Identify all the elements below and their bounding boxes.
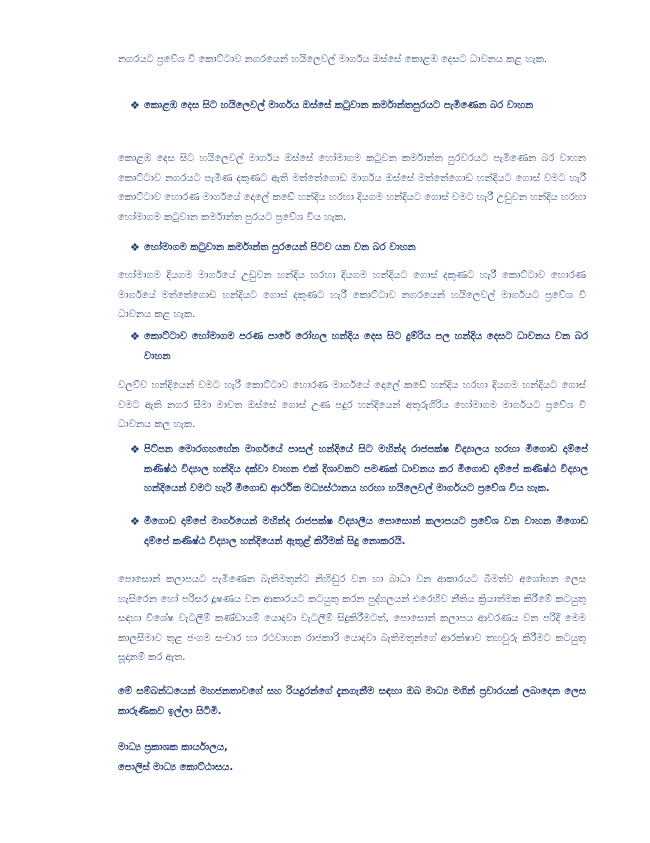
intro-paragraph: නගරයට ප්‍රවේශ වී කොට්ටාව නගරයෙන් හයිලෙවල් මාර්ගය ඔස්සේ කොළඹ දෙසට ධාවනය කළ හැක. [118,54,548,65]
diamond-bullet-icon: ❖ [130,241,140,254]
diamond-bullet-icon: ❖ [130,515,140,528]
signature-line: මාධ්‍ය ප්‍රකාශක කාර්යාලය, [118,742,228,753]
closing-paragraph: පොසොන් කලාපයට පැමිණෙන බැතිමතුන්ට නිහිඬුර වන හා බාධා වන ආකාරයට බීමත්ව අශෝභන ලෙස හැසිරෙන හෝ පරිසර දූෂණය වන ආකාරයට කටයුතු කරන පුද්ගලයන් එරෙහිව නීතිය ක්‍රියාත්මක කිරීමේ කටයුතු සඳහා විශේෂ වැටලීම් කණ්ඩායම් යොදවා වැටලීම් සිදුකිරීමටත්, පොසොන් කලාපය ආවරණය වන පරිදි මෙම කාලසීමාව තුළ ජංගම සංචාර හා රථවාහන රාජකාරි යොදවා බැතිමතුන්ගේ ආරක්ෂාව තහවුරු කිරීමට කටයුතු සූදානම් කර ඇත. [118,574,586,663]
bold-bullet-text: මීගොඩ දාම්පේ මාර්ගයෙන් මහින්ද රාජපක්ෂ විද්‍යාලීය පොසොන් කලාපයට ප්‍රවේශ වන වාහන මීගොඩ දාම්පේ කණිෂ්ඨ විද්‍යාල හන්දියෙන් ඇතුළ් කිරීමක් සිදු නොකරයි. [144,516,588,547]
section-body: හෝමාගම දියගම මාර්ගයේ උඩුවන හන්දිය හරහා දියගම හන්දියට ගොස් දකුණට හැරී කොට්ටාව හොරණ මාර්ගයේ මත්තේගොඩ හන්දියට ගොස් දකුණට හැරී කොට්ටාව නගරයෙන් හයිලෙවල් මාර්ගයට ප්‍රවේශ වී ධාවනය කළ හැක. [118,270,586,320]
bold-bullet-text: පිට්පන මොරගහහේන මාර්ගයේ පාසල් හන්දියේ සිට මහින්ද රාජපක්ෂ විද්‍යාලය හරහා මීගොඩ දාම්පේ කණිෂ්ඨ විද්‍යාල හන්දිය දක්වා වාහන එක් දිශාවකට පමණක් ධාවනය කර මීගොඩ දාම්පේ කණිෂ්ඨ විද්‍යාල හන්දියෙන් වමට හැරී මීගොඩ ආර්ථික මධ්‍යස්ථානය හරහා හයිලෙවල් මාර්ගයට ප්‍රවේශ විය හැක. [144,444,588,494]
section-heading [130,327,588,366]
section-heading-text: කොට්ටාව හෝමාගම පරණ පාරේ රෝහල හන්දිය දෙස සිට දුම්රිය පල හන්දිය දෙසට ධාවනය වන බර වාහන [144,331,588,362]
diamond-bullet-icon: ❖ [130,443,140,456]
bold-bullet-item [130,512,588,551]
signature-block [118,738,586,777]
section-heading-text: කොළඹ දෙස සිට හයිලෙවල් මාර්ගය ඔස්සේ කටුවාන කර්මාන්තපුරයට පැමිණෙන බර වාහන [144,100,534,111]
bold-bullet-item [130,440,588,499]
section-heading-text: හෝමාගම කටුවාන කර්මාන්ත පුරයෙන් පිටව යන වන බර වාහන [144,242,416,253]
section-body: වලව්ව හන්දියෙන් වමට හැරී කොට්ටාව හොරණ මාර්ගයේ දොලේ කඩේ හන්දිය හරහා දියගම හන්දියට ගොස් වමට ඇති නගර සීමා මාවත ඔස්සේ ගොස් උණ පදුර හන්දියෙන් අතුරුගිරිය හෝමාගම මාර්ගයට ප්‍රවේශ වී ධාවනය කල හැක. [118,380,586,430]
section-heading [130,96,588,116]
signature-line: පොලිස් මාධ්‍ය කොට්ඨාසය. [118,761,234,773]
request-paragraph: මේ සම්බන්ධයෙන් මහජනතාවගේ සහ රියදුරන්ගේ දැනගැනීම සඳහා ඔබ මාධ්‍ය මගින් ප්‍රචාරයක් ලබාදෙන ලෙස කාරුණිකව ඉල්ලා සිටිමි. [118,686,586,717]
section-body: කොළඹ දෙස සිට හයිලෙවල් මාර්ගය ඔස්සේ හෝමාගම කටුවන කර්මාන්ත පුරවරයට පැමිණෙන බර වාහන කොට්ටාව නගරයට පැමිණ දකුණට ඇති මත්තේගොඩ මාර්ගය ඔස්සේ මත්තේගොඩ හන්දියට ගොස් වමට හැරී කොට්ටාව හොරණ මාර්ගයේ දොලේ කඩේ හන්දිය හරහා දියගම හන්දියට ගොස් වමට හැරී උඩුවන හන්දිය හරහා හෝමාගම කටුවාන කර්මාන්ත පුරයට ප්‍රවේශ විය හැක. [118,153,586,223]
section-heading [130,238,588,258]
diamond-bullet-icon: ❖ [130,330,140,343]
diamond-bullet-icon: ❖ [130,99,140,112]
